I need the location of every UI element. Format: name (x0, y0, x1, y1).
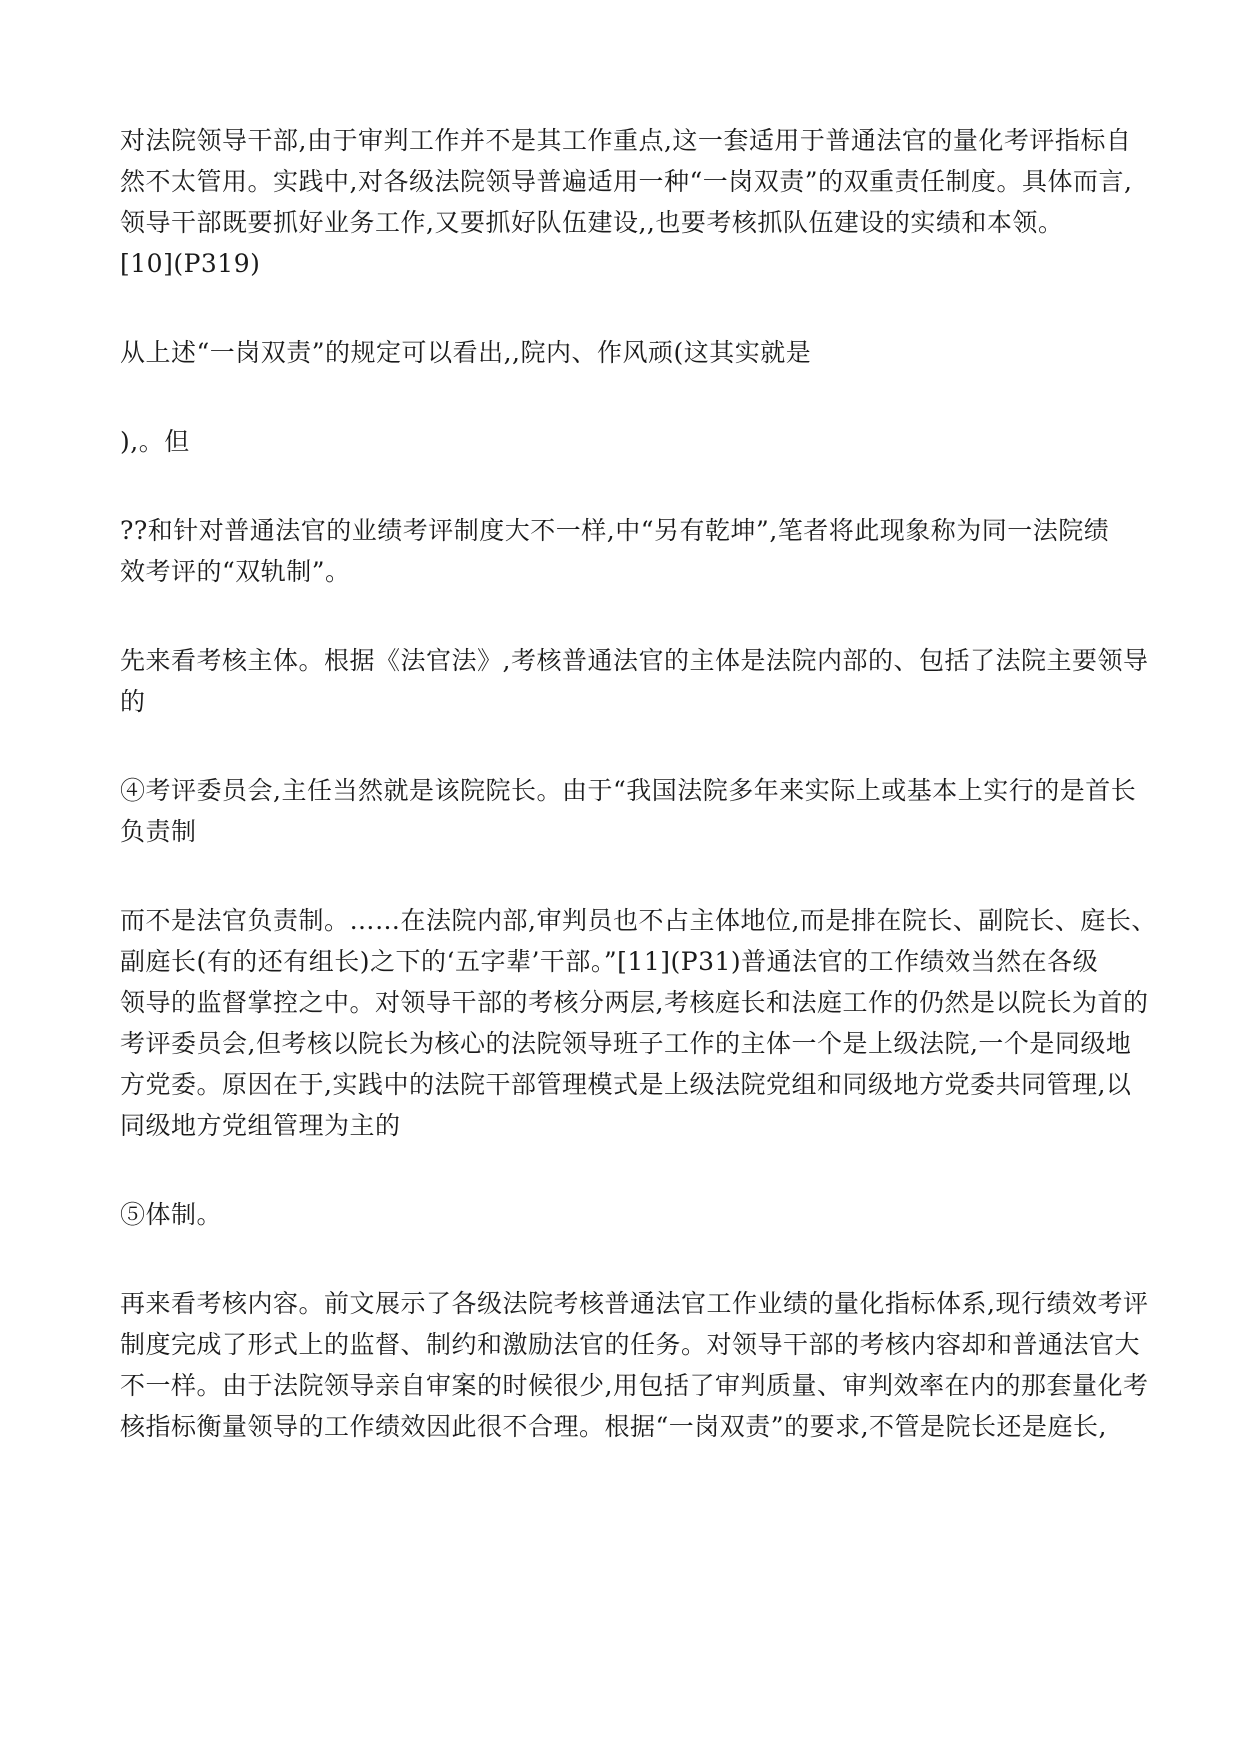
paragraph-9 (120, 1283, 1149, 1447)
text-line: 副庭长(有的还有组长)之下的‘五字辈’干部。”[11](P31)普通法官的工作绩效当然在各级 (120, 947, 1099, 976)
paragraph-4 (120, 510, 1122, 592)
paragraph-6 (120, 770, 1137, 852)
text-line: 考评委员会,但考核以院长为核心的法院领导班子工作的主体一个是上级法院,一个是同级地 (120, 1029, 1132, 1058)
paragraph-5 (120, 640, 1149, 722)
paragraph-3 (120, 421, 1122, 462)
text-line: 再来看考核内容。前文展示了各级法院考核普通法官工作业绩的量化指标体系,现行绩效考评 (120, 1289, 1149, 1318)
paragraph-8 (120, 1194, 1122, 1235)
text-line: 从上述“一岗双责”的规定可以看出,,院内、作风顽(这其实就是 (120, 338, 812, 367)
text-line: 然不太管用。实践中,对各级法院领导普遍适用一种“一岗双责”的双重责任制度。具体而言, (120, 167, 1133, 196)
paragraph-7 (120, 900, 1157, 1146)
text-line: 效考评的“双轨制”。 (120, 557, 351, 586)
text-line: 核指标衡量领导的工作绩效因此很不合理。根据“一岗双责”的要求,不管是院长还是庭长, (120, 1412, 1107, 1441)
text-line: 而不是法官负责制。……在法院内部,审判员也不占主体地位,而是排在院长、副院长、庭长、 (120, 906, 1157, 935)
text-line: ??和针对普通法官的业绩考评制度大不一样,中“另有乾坤”,笔者将此现象称为同一法院绩 (120, 516, 1110, 545)
text-line: 先来看考核主体。根据《法官法》,考核普通法官的主体是法院内部的、包括了法院主要领导 (120, 646, 1149, 675)
text-line: 方党委。原因在于,实践中的法院干部管理模式是上级法院党组和同级地方党委共同管理,以 (120, 1070, 1132, 1099)
text-line: 不一样。由于法院领导亲自审案的时候很少,用包括了审判质量、审判效率在内的那套量化考 (120, 1371, 1149, 1400)
text-line: 的 (120, 687, 146, 716)
text-line: ④考评委员会,主任当然就是该院院长。由于“我国法院多年来实际上或基本上实行的是首长 (120, 776, 1137, 805)
text-line: ⑤体制。 (120, 1200, 223, 1229)
text-line: ),。但 (120, 427, 190, 456)
text-line: 制度完成了形式上的监督、制约和激励法官的任务。对领导干部的考核内容却和普通法官大 (120, 1330, 1141, 1359)
paragraph-1 (120, 120, 1133, 284)
text-line: 领导的监督掌控之中。对领导干部的考核分两层,考核庭长和法庭工作的仍然是以院长为首的 (120, 988, 1149, 1017)
text-line: 领导干部既要抓好业务工作,又要抓好队伍建设,,也要考核抓队伍建设的实绩和本领。 (120, 208, 1064, 237)
text-line: 负责制 (120, 817, 197, 846)
text-line: [10](P319) (120, 249, 261, 278)
paragraph-2 (120, 332, 1122, 373)
text-line: 同级地方党组管理为主的 (120, 1111, 401, 1140)
text-line: 对法院领导干部,由于审判工作并不是其工作重点,这一套适用于普通法官的量化考评指标自 (120, 126, 1132, 155)
